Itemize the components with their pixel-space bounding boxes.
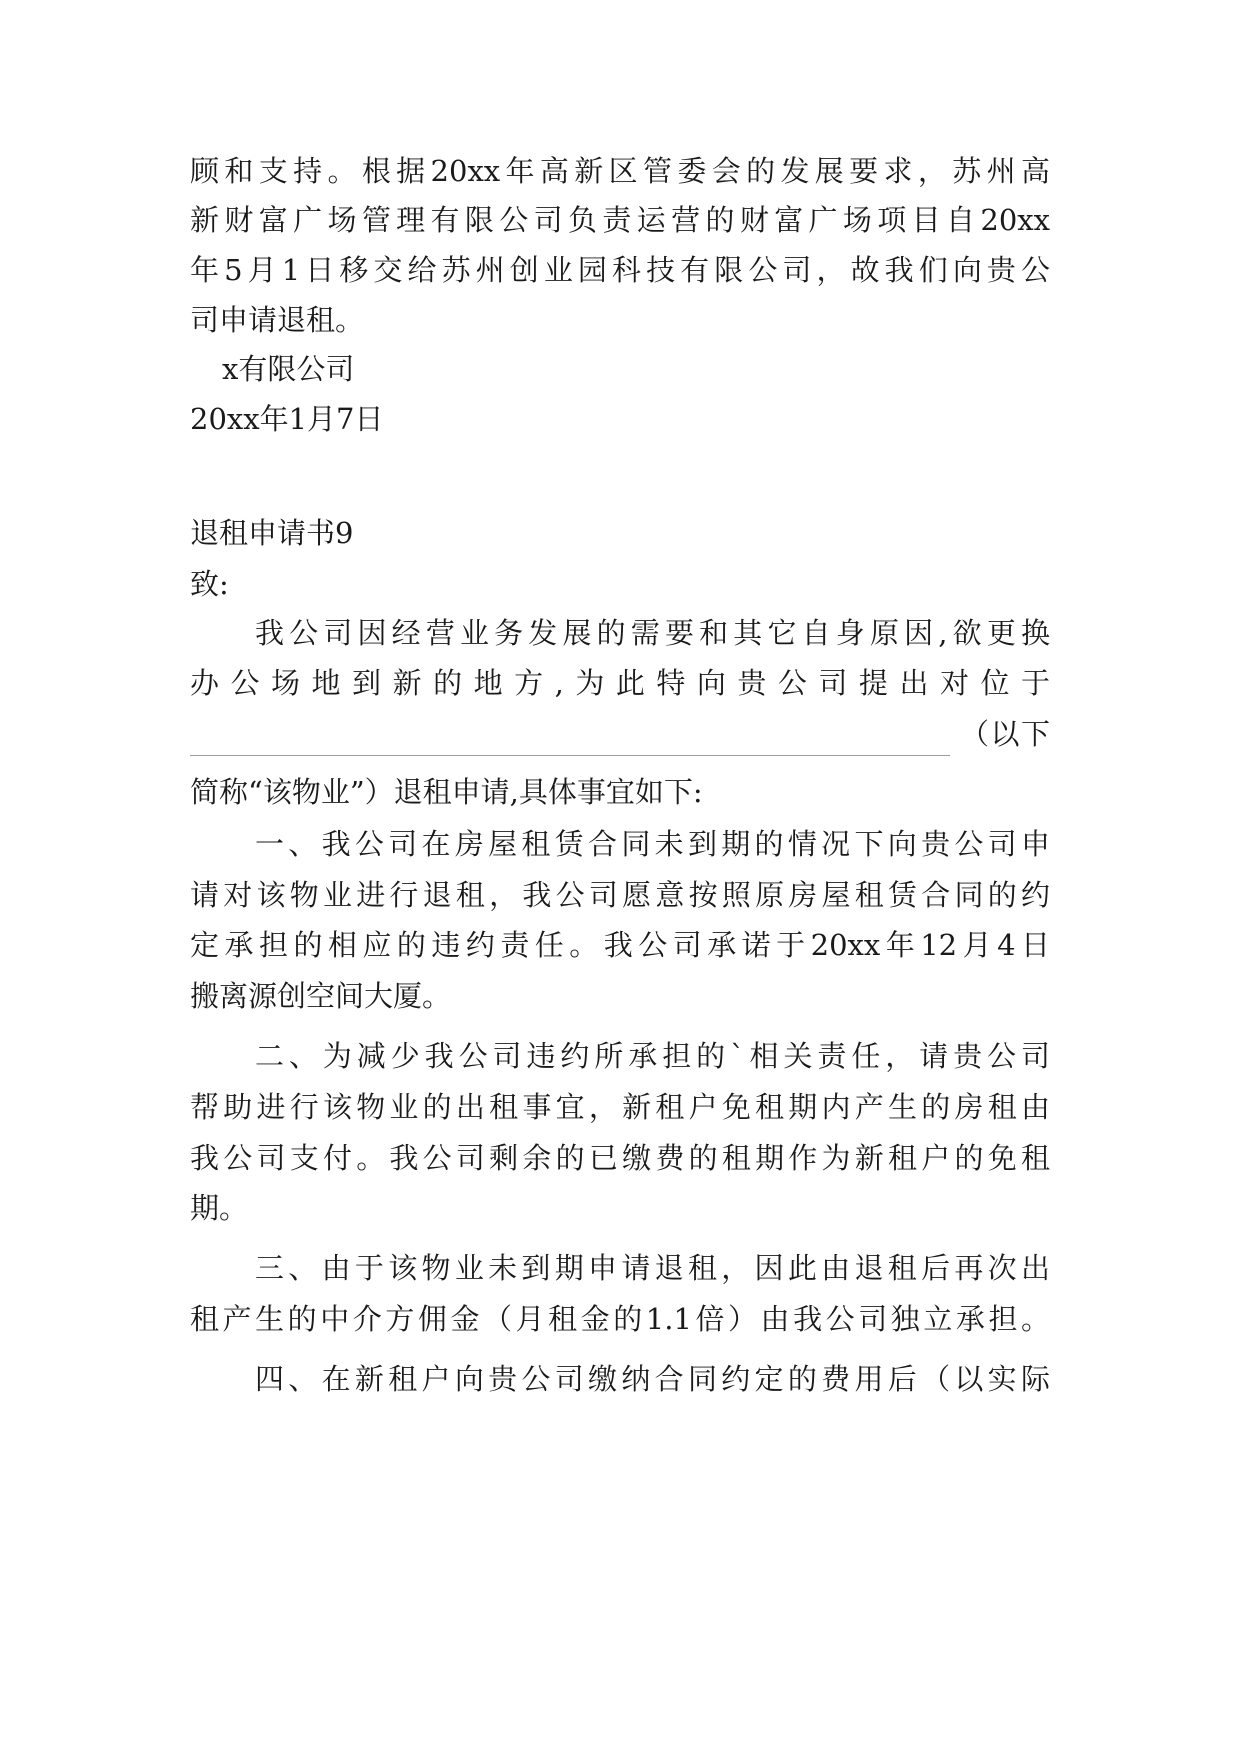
- list-item-line: 期。: [190, 1191, 249, 1225]
- list-item-line: 请对该物业进行退租，我公司愿意按照原房屋租赁合同的约: [190, 878, 1050, 912]
- list-item-line: 二、为减少我公司违约所承担的`相关责任，请贵公司: [255, 1039, 1050, 1073]
- list-item-line: 租产生的中介方佣金（月租金的1.1倍）由我公司独立承担。: [190, 1302, 1050, 1336]
- paragraph-line: 顾和支持。根据20xx年高新区管委会的发展要求，苏州高: [190, 154, 1050, 188]
- list-item-line: 一、我公司在房屋租赁合同未到期的情况下向贵公司申: [255, 827, 1050, 861]
- paragraph-line: 我公司因经营业务发展的需要和其它自身原因,欲更换: [255, 616, 1050, 650]
- list-item-line: 帮助进行该物业的出租事宜，新租户免租期内产生的房租由: [190, 1090, 1050, 1124]
- list-item-line: 搬离源创空间大厦。: [190, 979, 452, 1013]
- salutation: 致:: [190, 567, 229, 601]
- paragraph-line: 新财富广场管理有限公司负责运营的财富广场项目自20xx: [190, 203, 1050, 237]
- section-title: 退租申请书9: [190, 516, 354, 550]
- signature-date: 20xx年1月7日: [190, 402, 384, 436]
- list-item-line: 定承担的相应的违约责任。我公司承诺于20xx年12月4日: [190, 928, 1050, 962]
- paragraph-line: 年5月1日移交给苏州创业园科技有限公司，故我们向贵公: [190, 253, 1050, 287]
- list-item-line: 四、在新租户向贵公司缴纳合同约定的费用后（以实际: [255, 1362, 1050, 1396]
- paragraph-line: 简称“该物业”）退租申请,具体事宜如下:: [190, 775, 703, 809]
- blank-fill-line: [190, 712, 1050, 756]
- blank-tail-text: （以下: [960, 717, 1050, 751]
- list-item-line: 三、由于该物业未到期申请退租，因此由退租后再次出: [255, 1251, 1050, 1285]
- signature-company: x有限公司: [222, 352, 355, 386]
- paragraph-line: 办公场地到新的地方,为此特向贵公司提出对位于: [190, 666, 1050, 700]
- address-blank: [190, 712, 950, 756]
- list-item-line: 我公司支付。我公司剩余的已缴费的租期作为新租户的免租: [190, 1141, 1050, 1175]
- paragraph-line: 司申请退租。: [190, 303, 365, 337]
